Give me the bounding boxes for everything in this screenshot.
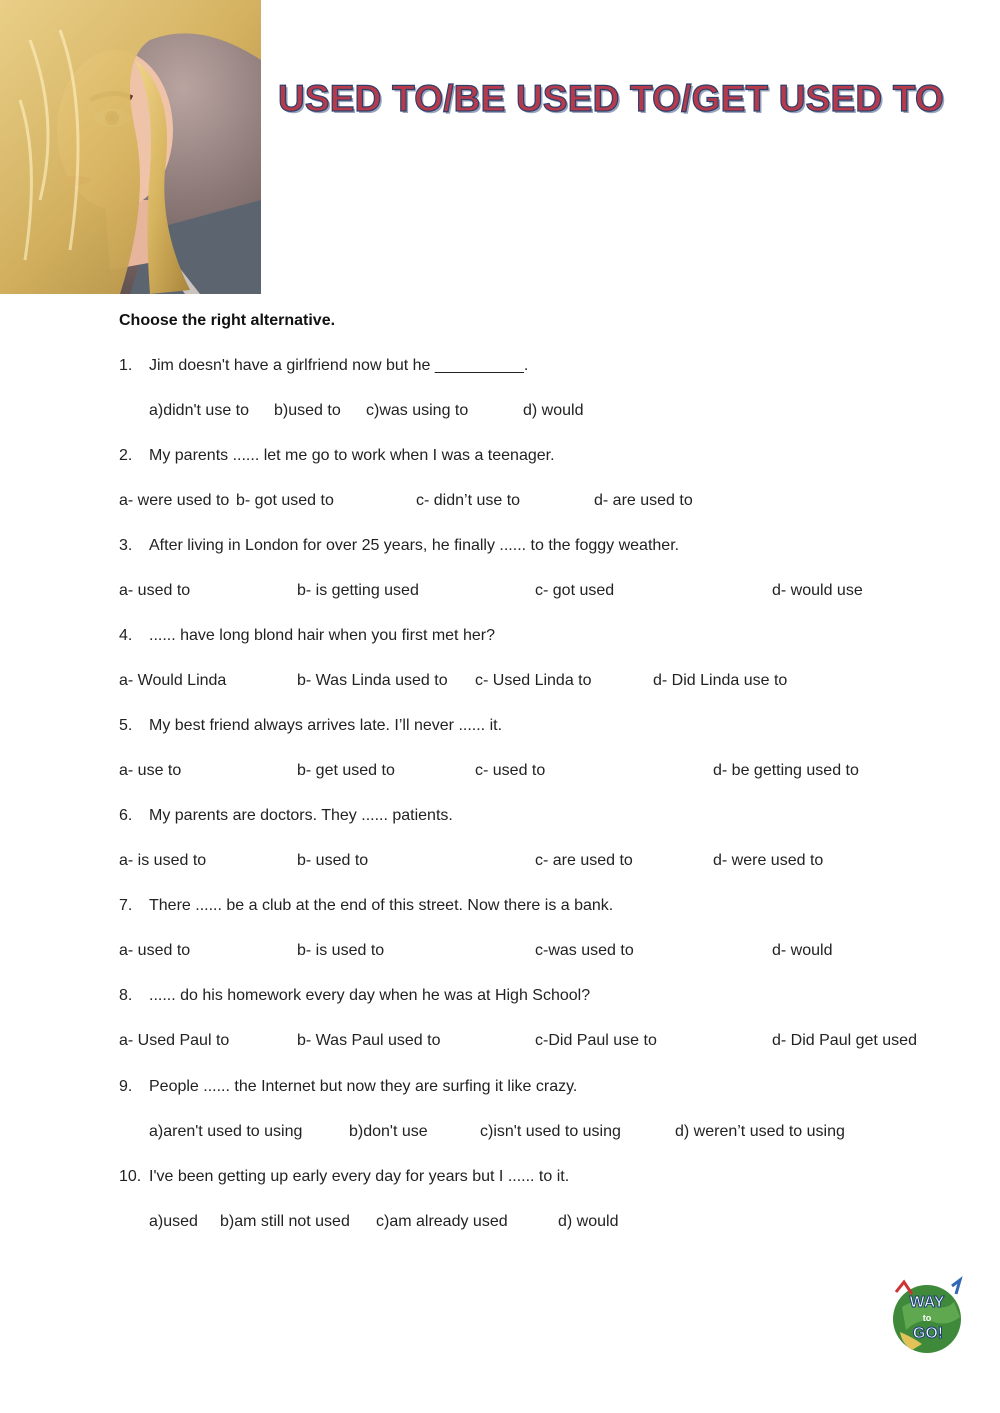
- option-b[interactable]: b- Was Linda used to: [297, 672, 448, 689]
- question-number: 7.: [119, 897, 133, 914]
- option-c[interactable]: c)am already used: [376, 1213, 508, 1230]
- instruction-text: Choose the right alternative.: [119, 312, 336, 329]
- question-2: [119, 447, 555, 465]
- question-text: People ...... the Internet but now they are surfing it like crazy.: [149, 1078, 578, 1095]
- question-5: [119, 717, 502, 735]
- option-c[interactable]: c-Did Paul use to: [535, 1032, 657, 1049]
- option-d[interactable]: d) would: [558, 1213, 619, 1230]
- option-b[interactable]: b- is used to: [297, 942, 385, 959]
- option-d[interactable]: d- would use: [772, 582, 863, 599]
- question-text: ...... have long blond hair when you first met her?: [149, 627, 495, 644]
- question-number: 10.: [119, 1168, 142, 1185]
- question-text: My best friend always arrives late. I’ll never ...... it.: [149, 717, 503, 734]
- option-b[interactable]: b- is getting used: [297, 582, 419, 599]
- option-d[interactable]: d- are used to: [594, 492, 693, 509]
- option-b[interactable]: b- used to: [297, 852, 369, 869]
- question-3: [119, 537, 679, 555]
- question-10: [119, 1168, 569, 1186]
- option-c[interactable]: c- got used: [535, 582, 615, 599]
- question-text: There ...... be a club at the end of this street. Now there is a bank.: [149, 897, 614, 914]
- option-a[interactable]: a- Would Linda: [119, 672, 227, 689]
- question-9: [119, 1078, 577, 1096]
- option-d[interactable]: d- would: [772, 942, 833, 959]
- logo-word-way: WAY: [909, 1294, 945, 1311]
- option-d[interactable]: d- were used to: [713, 852, 824, 869]
- woman-portrait-image: [0, 0, 261, 294]
- portrait-illustration: [0, 0, 261, 294]
- option-a[interactable]: a- used to: [119, 942, 191, 959]
- question-text: Jim doesn't have a girlfriend now but he __________.: [149, 357, 529, 374]
- globe-logo-icon: [882, 1272, 972, 1362]
- question-number: 8.: [119, 987, 133, 1004]
- option-a[interactable]: a)didn't use to: [149, 402, 250, 419]
- option-c[interactable]: c)was using to: [366, 402, 469, 419]
- question-number: 9.: [119, 1078, 133, 1095]
- option-a[interactable]: a- were used to: [119, 492, 230, 509]
- option-b[interactable]: b)don't use: [349, 1123, 428, 1140]
- option-a[interactable]: a)aren't used to using: [149, 1123, 303, 1140]
- question-number: 2.: [119, 447, 133, 464]
- question-number: 3.: [119, 537, 133, 554]
- question-8: [119, 987, 590, 1005]
- option-a[interactable]: a- use to: [119, 762, 182, 779]
- option-a[interactable]: a- used to: [119, 582, 191, 599]
- question-text: After living in London for over 25 years, he finally ...... to the foggy weather.: [149, 537, 680, 554]
- question-text: I've been getting up early every day for years but I ...... to it.: [149, 1168, 570, 1185]
- worksheet-title: USED TO/BE USED TO/GET USED TO: [278, 78, 944, 119]
- question-text: My parents ...... let me go to work when I was a teenager.: [149, 447, 555, 464]
- question-number: 5.: [119, 717, 133, 734]
- question-number: 4.: [119, 627, 133, 644]
- question-7: [119, 897, 613, 915]
- option-a[interactable]: a)used: [149, 1213, 198, 1230]
- question-text: ...... do his homework every day when he was at High School?: [149, 987, 591, 1004]
- option-a[interactable]: a- is used to: [119, 852, 207, 869]
- option-d[interactable]: d- be getting used to: [713, 762, 859, 779]
- option-b[interactable]: b- get used to: [297, 762, 395, 779]
- question-number: 6.: [119, 807, 133, 824]
- option-d[interactable]: d- Did Linda use to: [653, 672, 788, 689]
- option-c[interactable]: c- are used to: [535, 852, 633, 869]
- question-number: 1.: [119, 357, 133, 374]
- option-d[interactable]: d) would: [523, 402, 584, 419]
- option-c[interactable]: c- used to: [475, 762, 546, 779]
- option-b[interactable]: b)used to: [274, 402, 341, 419]
- option-c[interactable]: c- didn’t use to: [416, 492, 521, 509]
- option-b[interactable]: b- Was Paul used to: [297, 1032, 441, 1049]
- option-b[interactable]: b)am still not used: [220, 1213, 350, 1230]
- question-4: [119, 627, 495, 645]
- logo-word-go: GO!: [912, 1325, 944, 1342]
- question-1: [119, 357, 528, 375]
- logo-word-to: to: [922, 1313, 932, 1323]
- option-a[interactable]: a- Used Paul to: [119, 1032, 230, 1049]
- option-b[interactable]: b- got used to: [236, 492, 334, 509]
- question-text: My parents are doctors. They ...... patients.: [149, 807, 453, 824]
- question-6: [119, 807, 453, 825]
- way-to-go-logo: [882, 1272, 972, 1362]
- option-d[interactable]: d- Did Paul get used: [772, 1032, 917, 1049]
- option-c[interactable]: c-was used to: [535, 942, 634, 959]
- option-c[interactable]: c- Used Linda to: [475, 672, 592, 689]
- option-c[interactable]: c)isn't used to using: [480, 1123, 621, 1140]
- option-d[interactable]: d) weren’t used to using: [675, 1123, 845, 1140]
